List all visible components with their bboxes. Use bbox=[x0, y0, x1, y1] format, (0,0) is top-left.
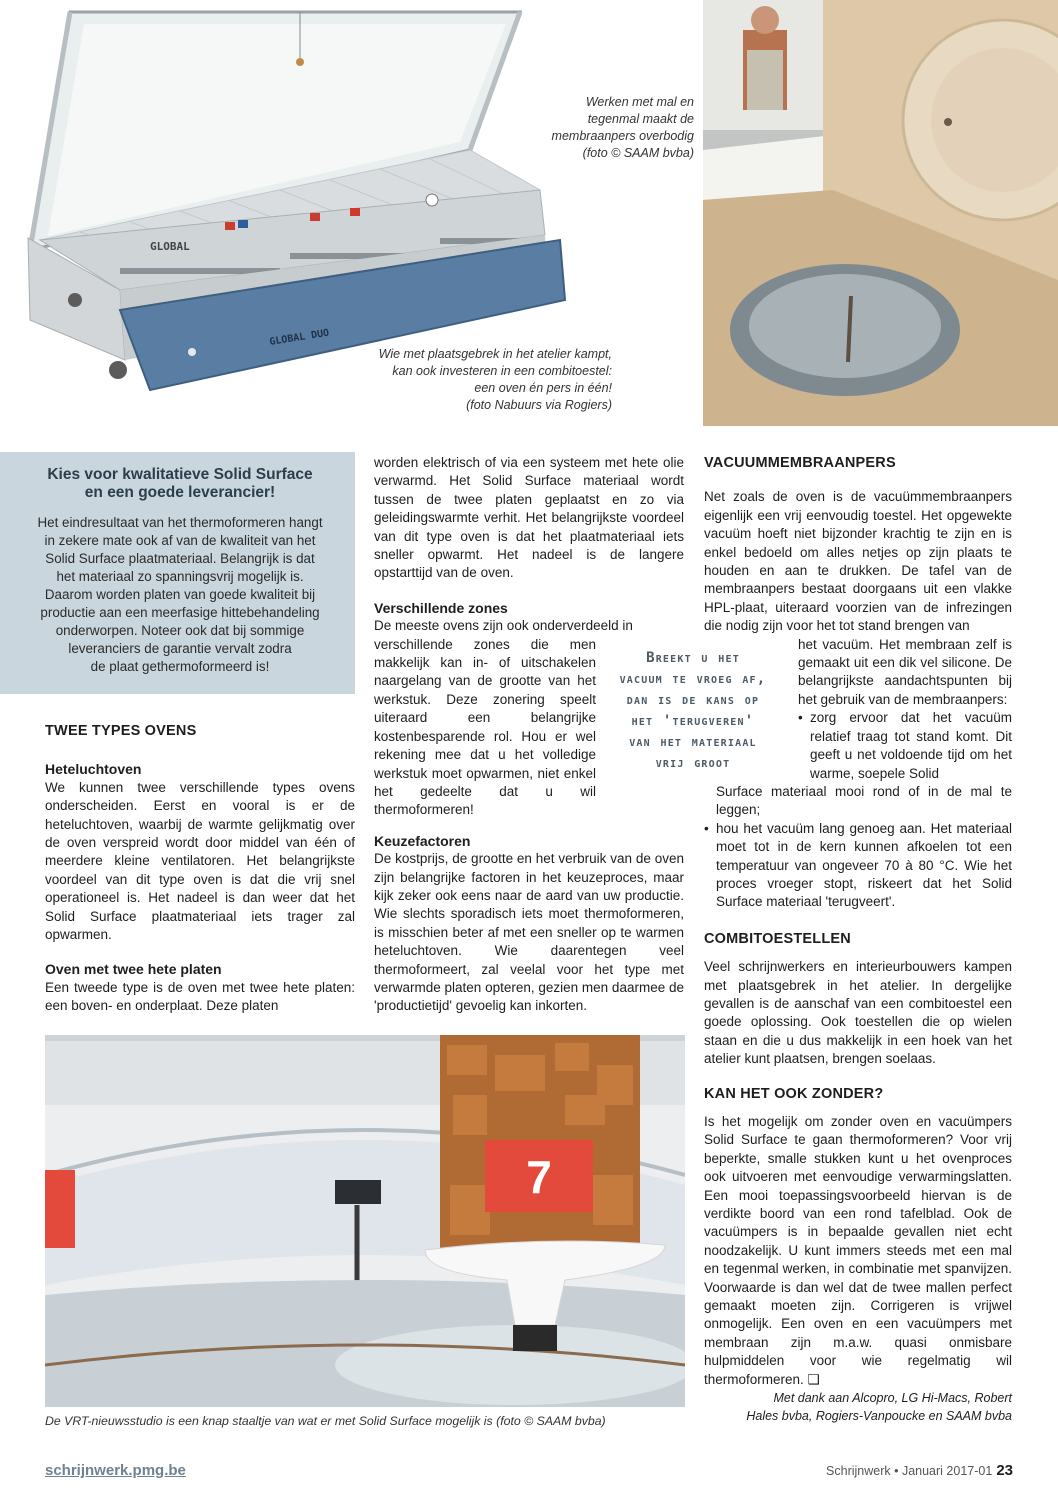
studio-screen-number: 7 bbox=[526, 1151, 552, 1203]
paragraph-vacuum-press: Net zoals de oven is de vacuümmembraanpers eigenlijk een vrij eenvoudig toestel. Het opgewekte vacuüm hoeft niet bijzonder krachtig te zijn en is enkel bedoeld om alles netjes op zijn plaats te houden en aan te drukken. De tafel van de membraanpers bestaat doorgaans uit een vlakke HPL-plaat, uiteraard voorzien van de infrezingen die nodig zijn voor het tot stand brengen van bbox=[704, 489, 1012, 634]
oven-model-label: GLOBAL DUO bbox=[268, 327, 330, 348]
subheading-choice-factors: Keuzefactoren bbox=[374, 832, 471, 849]
section-heading-without: KAN HET OOK ZONDER? bbox=[704, 1085, 884, 1102]
oven-brand-label: GLOBAL bbox=[150, 240, 190, 253]
info-box-body: Het eindresultaat van het thermoformeren hangt in zekere mate ook af van de kwaliteit van het Solid Surface plaatmateriaal. Belangrijk is dat het materiaal zo spanningsvrij mogelijk is. Daarom worden platen van goede kwaliteit bij productie aan een meerfasige hittebehandeling onderworpen. Noteer ook dat bij sommige leveranciers de garantie vervalt zodra de plaat gethermoformeerd is! bbox=[37, 515, 323, 674]
paragraph-zones-intro: De meeste ovens zijn ook onderverdeeld in bbox=[374, 618, 633, 634]
paragraph-membrane: het vacuüm. Het membraan zelf is gemaakt uit een dik vel silicone. De belangrijkste aandachtspunten bij het gebruik van de membraanpers: bbox=[798, 636, 1012, 707]
bullet-slow-vacuum-continued: Surface materiaal mooi rond of in de mal te leggen; bbox=[716, 783, 1012, 818]
column-1 bbox=[45, 722, 355, 1016]
footer-issue bbox=[826, 1462, 1013, 1479]
paragraph-two-plates: Een tweede type is de oven met twee hete platen: een boven- en onderplaat. Deze platen bbox=[45, 979, 355, 1014]
paragraph-without: Is het mogelijk om zonder oven en vacuümpers Solid Surface te gaan thermoformeren? Voor vrij beperkte, smalle stukken kunt u het ovenproces ook uitvoeren met eenvoudige verwarmingslatten. Een mooi toepassingsvoorbeeld hiervan is de verdikte boord van een rond tafelblad. Ook de vacuümpers is in bepaalde gevallen niet echt noodzakelijk. U kunt immers steeds met een mal en tegenmal werken, in combinatie met spanvijzen. Voorwaarde is dan wel dat de twee mallen perfect gemaakt moeten zijn. Corrigeren is vrijwel onmogelijk. Een oven en een vacuümpers met membraan zijn m.a.w. quasi onmisbare hulpmiddelen voor wie regelmatig wil thermoformeren. ❑ bbox=[704, 1114, 1012, 1387]
paragraph-hot-air-oven: We kunnen twee verschillende types ovens onderscheiden. Eerst en vooral is er de heteluchtoven, waarbij de warmte gelijkmatig over de oven verspreid wordt door middel van één of meerdere kleine ventilatoren. Het belangrijkste voordeel van dit type oven is dat die vrij snel operationeel is. Het nadeel is dan weer dat het Solid Surface plaatmateriaal iets trager zal opwarmen. bbox=[45, 779, 355, 943]
column-3 bbox=[704, 454, 1012, 1425]
oven-press-caption: Wie met plaatsgebrek in het atelier kampt, kan ook investeren in een combitoestel: een oven én pers in één! (foto Nabuurs via Rogiers) bbox=[378, 347, 612, 412]
page-number: 23 bbox=[996, 1462, 1013, 1479]
paragraph-zones: verschillende zones die men makkelijk kan in- of uitschakelen naargelang van de grootte van het werkstuk. Deze zonering speelt uiteraard een belangrijke kostenbesparende rol. Hou er wel rekening mee dat u het volledige werkstuk moet opwarmen, niet enkel het gedeelte dat u wil thermoformeren! bbox=[374, 636, 596, 818]
paragraph-combi: Veel schrijnwerkers en interieurbouwers kampen met plaatsgebrek in het atelier. In dergelijke gevallen is de aanschaf van een combitoestel een goede oplossing. Ook toestellen die op wielen staan en die u dus makkelijk in een hoek van het atelier kunt plaatsen, brengen soelaas. bbox=[704, 959, 1012, 1067]
mold-photo bbox=[703, 0, 1058, 426]
paragraph-plates-continued: worden elektrisch of via een systeem met hete olie verwarmd. Het Solid Surface materiaal wordt tussen de twee platen geplaatst en zo via geleidingswarmte verhit. Het belangrijkste voordeel van dit type oven is dat het plaatmateriaal iets sneller opwarmt. Het nadeel is de langere opstarttijd van de oven. bbox=[374, 455, 684, 581]
paragraph-choice-factors: De kostprijs, de grootte en het verbruik van de oven zijn belangrijke factoren in het keuzeproces, maar kijk zeker ook eens naar de aard van uw productie. Wie slechts sporadisch iets moet thermoformeren, is misschien beter af met een sneller op te warmen heteluchtoven. Wie daarentegen veel thermoformeert, zal veelal voor het type met verwarmde platen opteren, gezien men daarmee de 'productietijd' gevoelig kan inkorten. bbox=[374, 851, 684, 1014]
subheading-two-plates: Oven met twee hete platen bbox=[45, 961, 222, 978]
subheading-hot-air-oven: Heteluchtoven bbox=[45, 761, 142, 778]
bullet-hold-vacuum: • hou het vacuüm lang genoeg aan. Het materiaal moet tot in de kern kunnen afkoelen tot een temperatuur van ongeveer 70 à 80 °C. Wie het proces vroeger stopt, riskeert dat het Solid Surface materiaal 'terugveert'. bbox=[704, 820, 1012, 912]
studio-photo bbox=[45, 1035, 685, 1407]
section-heading-two-types: TWEE TYPES OVENS bbox=[45, 723, 197, 739]
mold-illustration bbox=[703, 0, 1058, 426]
footer-issue-label: Schrijnwerk • Januari 2017-01 bbox=[826, 1464, 993, 1478]
info-box-title: Kies voor kwalitatieve Solid Surface en een goede leverancier! bbox=[47, 466, 313, 501]
pull-quote: Breekt u het vacuum te vroeg af, dan is de kans op het 'terugveren' van het materiaal vrij groot bbox=[619, 650, 767, 771]
subheading-zones: Verschillende zones bbox=[374, 599, 508, 616]
acknowledgements: Met dank aan Alcopro, LG Hi-Macs, Robert Hales bvba, Rogiers-Vanpoucke en SAAM bvba bbox=[746, 1391, 1012, 1424]
studio-illustration bbox=[45, 1035, 685, 1407]
mold-caption: Werken met mal en tegenmal maakt de membraanpers overbodig (foto © SAAM bvba) bbox=[551, 95, 694, 160]
info-box bbox=[0, 452, 355, 694]
studio-caption: De VRT-nieuwsstudio is een knap staaltje van wat er met Solid Surface mogelijk is (foto © SAAM bvba) bbox=[45, 1414, 606, 1428]
section-heading-vacuum-press: VACUUMMEMBRAANPERS bbox=[704, 455, 896, 471]
bullet-slow-vacuum: • zorg ervoor dat het vacuüm relatief traag tot stand komt. Dit geeft u net voldoende tijd om het warme, soepele Solid bbox=[798, 709, 1012, 783]
section-heading-combi: COMBITOESTELLEN bbox=[704, 930, 851, 947]
footer-site-link[interactable]: schrijnwerk.pmg.be bbox=[45, 1462, 186, 1479]
